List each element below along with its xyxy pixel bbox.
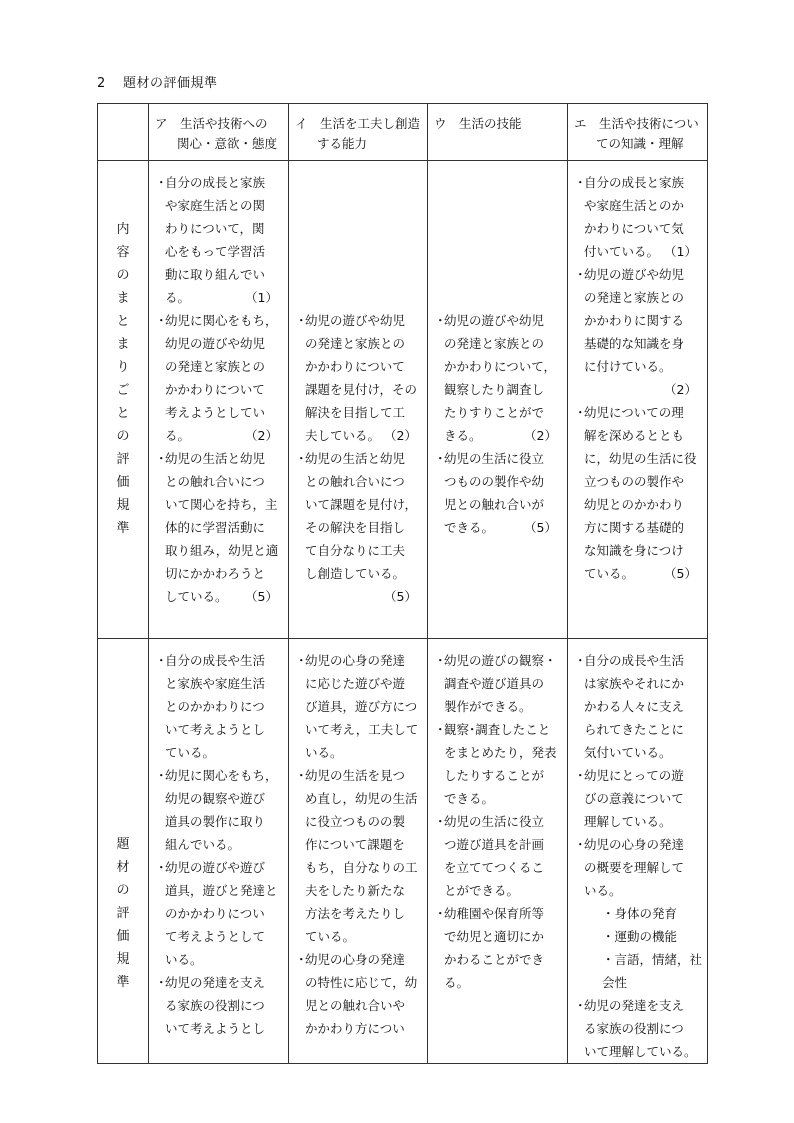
row-label-char: の [116,883,130,898]
bullet: ・ [155,653,168,668]
row-label-content [98,161,149,639]
criteria-line: 観察･調査したこと [444,722,551,737]
criteria-line: つものの製作や幼 [444,474,545,489]
criteria-item [155,856,284,971]
bullet: ・ [155,175,168,190]
row-label-unit [98,639,149,1064]
criteria-line [165,424,284,447]
criteria-line: 体的に学習活動に [165,520,266,535]
criteria-item [574,171,703,263]
criteria-line: いて考えようとし [165,1021,266,1036]
criteria-item [574,649,703,764]
row-label-char: 容 [116,245,130,260]
criteria-item [155,447,284,608]
header-corner [98,104,149,161]
bullet: ・ [574,768,587,783]
criteria-line: に，幼児の生活に役 [584,451,697,466]
criteria-item [155,764,284,856]
row-label-char: の [116,268,130,283]
section-title-text: 題材の評価規準 [123,76,218,91]
criteria-line: る。 [444,975,470,990]
bullet: ・ [155,975,168,990]
criteria-line: 自分の成長と家族 [165,175,266,190]
criteria-line: のかかわりについ [165,906,265,921]
criteria-line: ている。 [305,929,356,944]
criteria-number: （5） [664,566,697,581]
criteria-line: 児との触れ合いや [305,998,406,1013]
criteria-line: 幼児の遊びや幼児 [305,313,406,328]
criteria-line: 幼児の遊びや遊び [165,860,266,875]
criteria-item [295,948,423,1040]
row-label-char: 内 [116,222,130,237]
criteria-line: 組んでいる。 [165,837,241,852]
cell-unit-d [568,639,708,1064]
criteria-line: 幼児の生活と幼児 [165,451,266,466]
criteria-item [434,309,563,447]
sub-text: 運動の機能 [614,929,678,944]
criteria-line: 幼児の発達を支え [165,975,266,990]
criteria-line: に役立つものの製 [305,814,406,829]
criteria-line: たりすりことがで [444,405,545,420]
criteria-line: 幼児の遊びや幼児 [444,313,545,328]
criteria-line: び道具，遊び方につ [305,699,418,714]
criteria-line: びの意義について [584,791,684,806]
bullet: ・ [295,653,308,668]
header-c: ウ 生活の技能 [428,104,568,161]
criteria-line: 幼児の心身の発達 [305,952,406,967]
criteria-line: をまとめたり，発表 [444,745,557,760]
row-label-char: 評 [116,906,130,921]
criteria-line: の発達と家族との [305,336,406,351]
criteria-line: 幼児についての理 [584,405,684,420]
criteria-line: 考えようとしてい [165,405,266,420]
bullet: ・ [574,998,587,1013]
bullet: ・ [295,952,308,967]
criteria-line: 解決を目指して工 [305,405,406,420]
criteria-line [584,240,703,263]
criteria-line-text: 付いている。 [584,244,660,259]
criteria-line: かかわりについて， [444,359,557,374]
criteria-line: 幼稚園や保育所等 [444,906,545,921]
criteria-line: て自分なりに工夫 [305,543,406,558]
criteria-line: や家庭生活との関 [165,198,266,213]
criteria-item [295,764,423,948]
criteria-item [434,902,563,994]
criteria-line: 立つものの製作や [584,474,685,489]
criteria-line: 幼児の観察や遊び [165,791,266,806]
section-title [97,72,218,91]
criteria-line: いて理解している。 [584,1044,697,1059]
criteria-line: 幼児の発達を支え [584,998,685,1013]
header-a: ア 生活や技術への 関心・意欲・態度 [149,104,289,161]
row-label-char: 価 [116,929,130,944]
criteria-number: （2） [384,428,417,443]
cell-content-c [428,161,568,639]
criteria-line: かわりについて気 [584,221,684,236]
row-label-char: 規 [116,498,130,513]
criteria-line: 調査や遊び道具の [444,676,545,691]
criteria-line: で幼児と適切にか [444,929,545,944]
criteria-line: 幼児に関心をもち， [165,768,278,783]
criteria-line: かかわりについて [305,359,405,374]
criteria-line: いて考え，工夫して [305,722,419,737]
criteria-line: つ遊び道具を計画 [444,837,545,852]
criteria-line: 道具，遊びと発達と [165,883,278,898]
sub-bullet: ・ [602,929,615,944]
criteria-line: 児との触れ合いが [444,497,545,512]
row-label-char: 準 [116,521,130,536]
bullet: ・ [155,313,168,328]
sub-bullet: ・ [602,906,615,921]
row-label-char: の [116,429,130,444]
row-label-char: 準 [116,975,130,990]
criteria-line: 方法を考えたりし [305,906,406,921]
criteria-line: いて関心を持ち，主 [165,497,278,512]
criteria-line: 動に取り組んでい [165,267,266,282]
criteria-line [305,424,423,447]
bullet: ・ [295,313,308,328]
criteria-number: （2） [664,382,697,397]
criteria-line: いる。 [305,745,343,760]
criteria-line-text: している。 [165,589,228,604]
criteria-line-text: ている。 [584,566,635,581]
criteria-line: 解を深めるととも [584,428,685,443]
criteria-line: の概要を理解して [584,860,685,875]
criteria-line: 幼児の心身の発達 [305,653,406,668]
criteria-item [155,649,284,764]
criteria-item [155,171,284,309]
criteria-line: の発達と家族との [165,359,266,374]
row-label-char: 題 [116,837,130,852]
bullet: ・ [295,768,308,783]
criteria-line: 幼児に関心をもち， [165,313,278,328]
criteria-line: 方に関する基礎的 [584,520,685,535]
criteria-line: は家族やそれにか [584,676,685,691]
criteria-line: かわる人々に支え [584,699,685,714]
criteria-line: 理解している。 [584,814,672,829]
row-label-char: 規 [116,952,130,967]
criteria-line: 自分の成長と家族 [584,175,685,190]
row-label-char: 評 [116,452,130,467]
criteria-line: 課題を見付け，その [305,382,418,397]
header-d: エ 生活や技術につい ての知識・理解 [568,104,708,161]
criteria-line: に付けている。 [584,359,672,374]
criteria-line: かかわりに関する [584,313,685,328]
evaluation-criteria-table [97,103,708,1064]
criteria-subitem [584,902,703,925]
cell-unit-a [149,639,289,1064]
criteria-item [434,649,563,718]
criteria-line: 道具の製作に取り [165,814,266,829]
criteria-line: 幼児にとっての遊 [584,768,684,783]
criteria-line: いて課題を見付け， [305,497,418,512]
criteria-line: 観察したり調査し [444,382,545,397]
criteria-line: したりすることが [444,768,545,783]
criteria-line: 幼児の遊びや幼児 [584,267,685,282]
criteria-line [165,286,284,309]
criteria-line: 幼児の生活と幼児 [305,451,406,466]
sub-text: 言語，情緒，社会性 [602,952,703,990]
criteria-item [155,309,284,447]
criteria-line: とができる。 [444,883,520,898]
cell-unit-c [428,639,568,1064]
criteria-line: 幼児の生活に役立 [444,814,545,829]
criteria-line [584,562,703,585]
criteria-line: できる。 [444,791,495,806]
criteria-line: 基礎的な知識を身 [584,336,685,351]
criteria-item [155,971,284,1040]
criteria-line: 幼児の遊びの観察・ [444,653,557,668]
row-label-char: ま [116,337,130,352]
criteria-line [165,585,284,608]
criteria-line: その解決を目指し [305,520,406,535]
criteria-line: 気付いている。 [584,745,672,760]
criteria-subitem [584,948,703,994]
criteria-subitem [584,925,703,948]
criteria-number: （5） [524,520,557,535]
content-criteria-row [98,161,708,639]
criteria-number: （2） [524,428,557,443]
row-label-char: 材 [116,860,130,875]
criteria-line: 夫をしたり新たな [305,883,406,898]
criteria-number: （1） [664,244,697,259]
bullet: ・ [574,837,587,852]
criteria-line: 幼児の生活を見つ [305,768,406,783]
bullet: ・ [574,267,587,282]
criteria-line: 取り組み，幼児と適 [165,543,279,558]
bullet: ・ [434,653,447,668]
criteria-line: と家族や家庭生活 [165,676,266,691]
criteria-line-text: る。 [165,290,191,305]
bullet: ・ [155,768,168,783]
criteria-number: （1） [245,290,278,305]
criteria-line-text: る。 [165,428,191,443]
criteria-line: 幼児の遊びや幼児 [165,336,266,351]
bullet: ・ [434,313,447,328]
criteria-line: る家族の役割につ [584,1021,684,1036]
criteria-line: し創造している。 [305,566,406,581]
row-label-char: ご [116,383,130,398]
criteria-item [434,810,563,902]
criteria-line: 製作ができる。 [444,699,532,714]
criteria-item [434,718,563,810]
bullet: ・ [155,860,168,875]
criteria-item [574,764,703,833]
criteria-line: に応じた遊びや遊 [305,676,406,691]
criteria-line: め直し，幼児の生活 [305,791,418,806]
row-label-char: と [116,314,130,329]
criteria-line: 切にかかわろうと [165,566,266,581]
header-b: イ 生活を工夫し創造 する能力 [289,104,428,161]
criteria-line-text: 夫している。 [305,428,381,443]
cell-content-b [289,161,428,639]
criteria-line: る家族の役割につ [165,998,265,1013]
criteria-item [295,309,423,447]
criteria-line: て考えようとして [165,929,266,944]
cell-content-d [568,161,708,639]
criteria-line: いる。 [165,952,203,967]
criteria-line: られてきたことに [584,722,685,737]
bullet: ・ [295,451,308,466]
criteria-line [444,424,563,447]
criteria-item [295,649,423,764]
unit-criteria-row [98,639,708,1064]
criteria-line: の発達と家族との [584,290,685,305]
section-number: 2 [97,76,106,91]
criteria-item [574,401,703,585]
criteria-line: かわることができ [444,952,545,967]
criteria-item [295,447,423,608]
criteria-line: もち，自分なりの工 [305,860,418,875]
row-label-char: 価 [116,475,130,490]
criteria-line: 自分の成長や生活 [165,653,266,668]
criteria-line: かかわりについて [165,382,265,397]
criteria-line: 自分の成長や生活 [584,653,685,668]
criteria-number: （2） [245,428,278,443]
bullet: ・ [434,906,447,921]
criteria-line: ている。 [165,745,216,760]
criteria-line: かかわり方につい [305,1021,405,1036]
bullet: ・ [434,451,447,466]
criteria-line [444,516,563,539]
criteria-line-text: きる。 [444,428,482,443]
criteria-line-text: できる。 [444,520,495,535]
bullet: ・ [574,405,587,420]
criteria-item [434,447,563,539]
criteria-line: とのかかわりにつ [165,699,265,714]
row-label-char: り [116,360,130,375]
criteria-number: （5） [245,589,278,604]
bullet: ・ [434,722,447,737]
criteria-line: 幼児の生活に役立 [444,451,545,466]
row-label-char: ま [116,291,130,306]
cell-unit-b [289,639,428,1064]
criteria-line: わりについて，関 [165,221,265,236]
bullet: ・ [574,653,587,668]
bullet: ・ [434,814,447,829]
criteria-line: の発達と家族との [444,336,545,351]
criteria-line: 作について課題を [305,837,405,852]
criteria-item [574,263,703,401]
criteria-number: （5） [384,589,417,604]
criteria-line: 幼児とのかかわり [584,497,685,512]
sub-bullet: ・ [602,952,615,967]
criteria-line: 心をもって学習活 [165,244,266,259]
header-row [98,104,708,161]
criteria-item [574,994,703,1063]
criteria-line: の特性に応じて，幼 [305,975,418,990]
sub-text: 身体の発育 [614,906,678,921]
criteria-line: な知識を身につけ [584,543,684,558]
criteria-line: を立ててつくるこ [444,860,545,875]
criteria-line: いる。 [584,883,622,898]
criteria-item [574,833,703,994]
cell-content-a [149,161,289,639]
criteria-line: 幼児の心身の発達 [584,837,685,852]
row-label-char: と [116,406,130,421]
criteria-line: や家庭生活とのか [584,198,685,213]
bullet: ・ [155,451,168,466]
criteria-line: との触れ合いにつ [165,474,265,489]
criteria-line: いて考えようとし [165,722,266,737]
criteria-line: との触れ合いにつ [305,474,405,489]
bullet: ・ [574,175,587,190]
